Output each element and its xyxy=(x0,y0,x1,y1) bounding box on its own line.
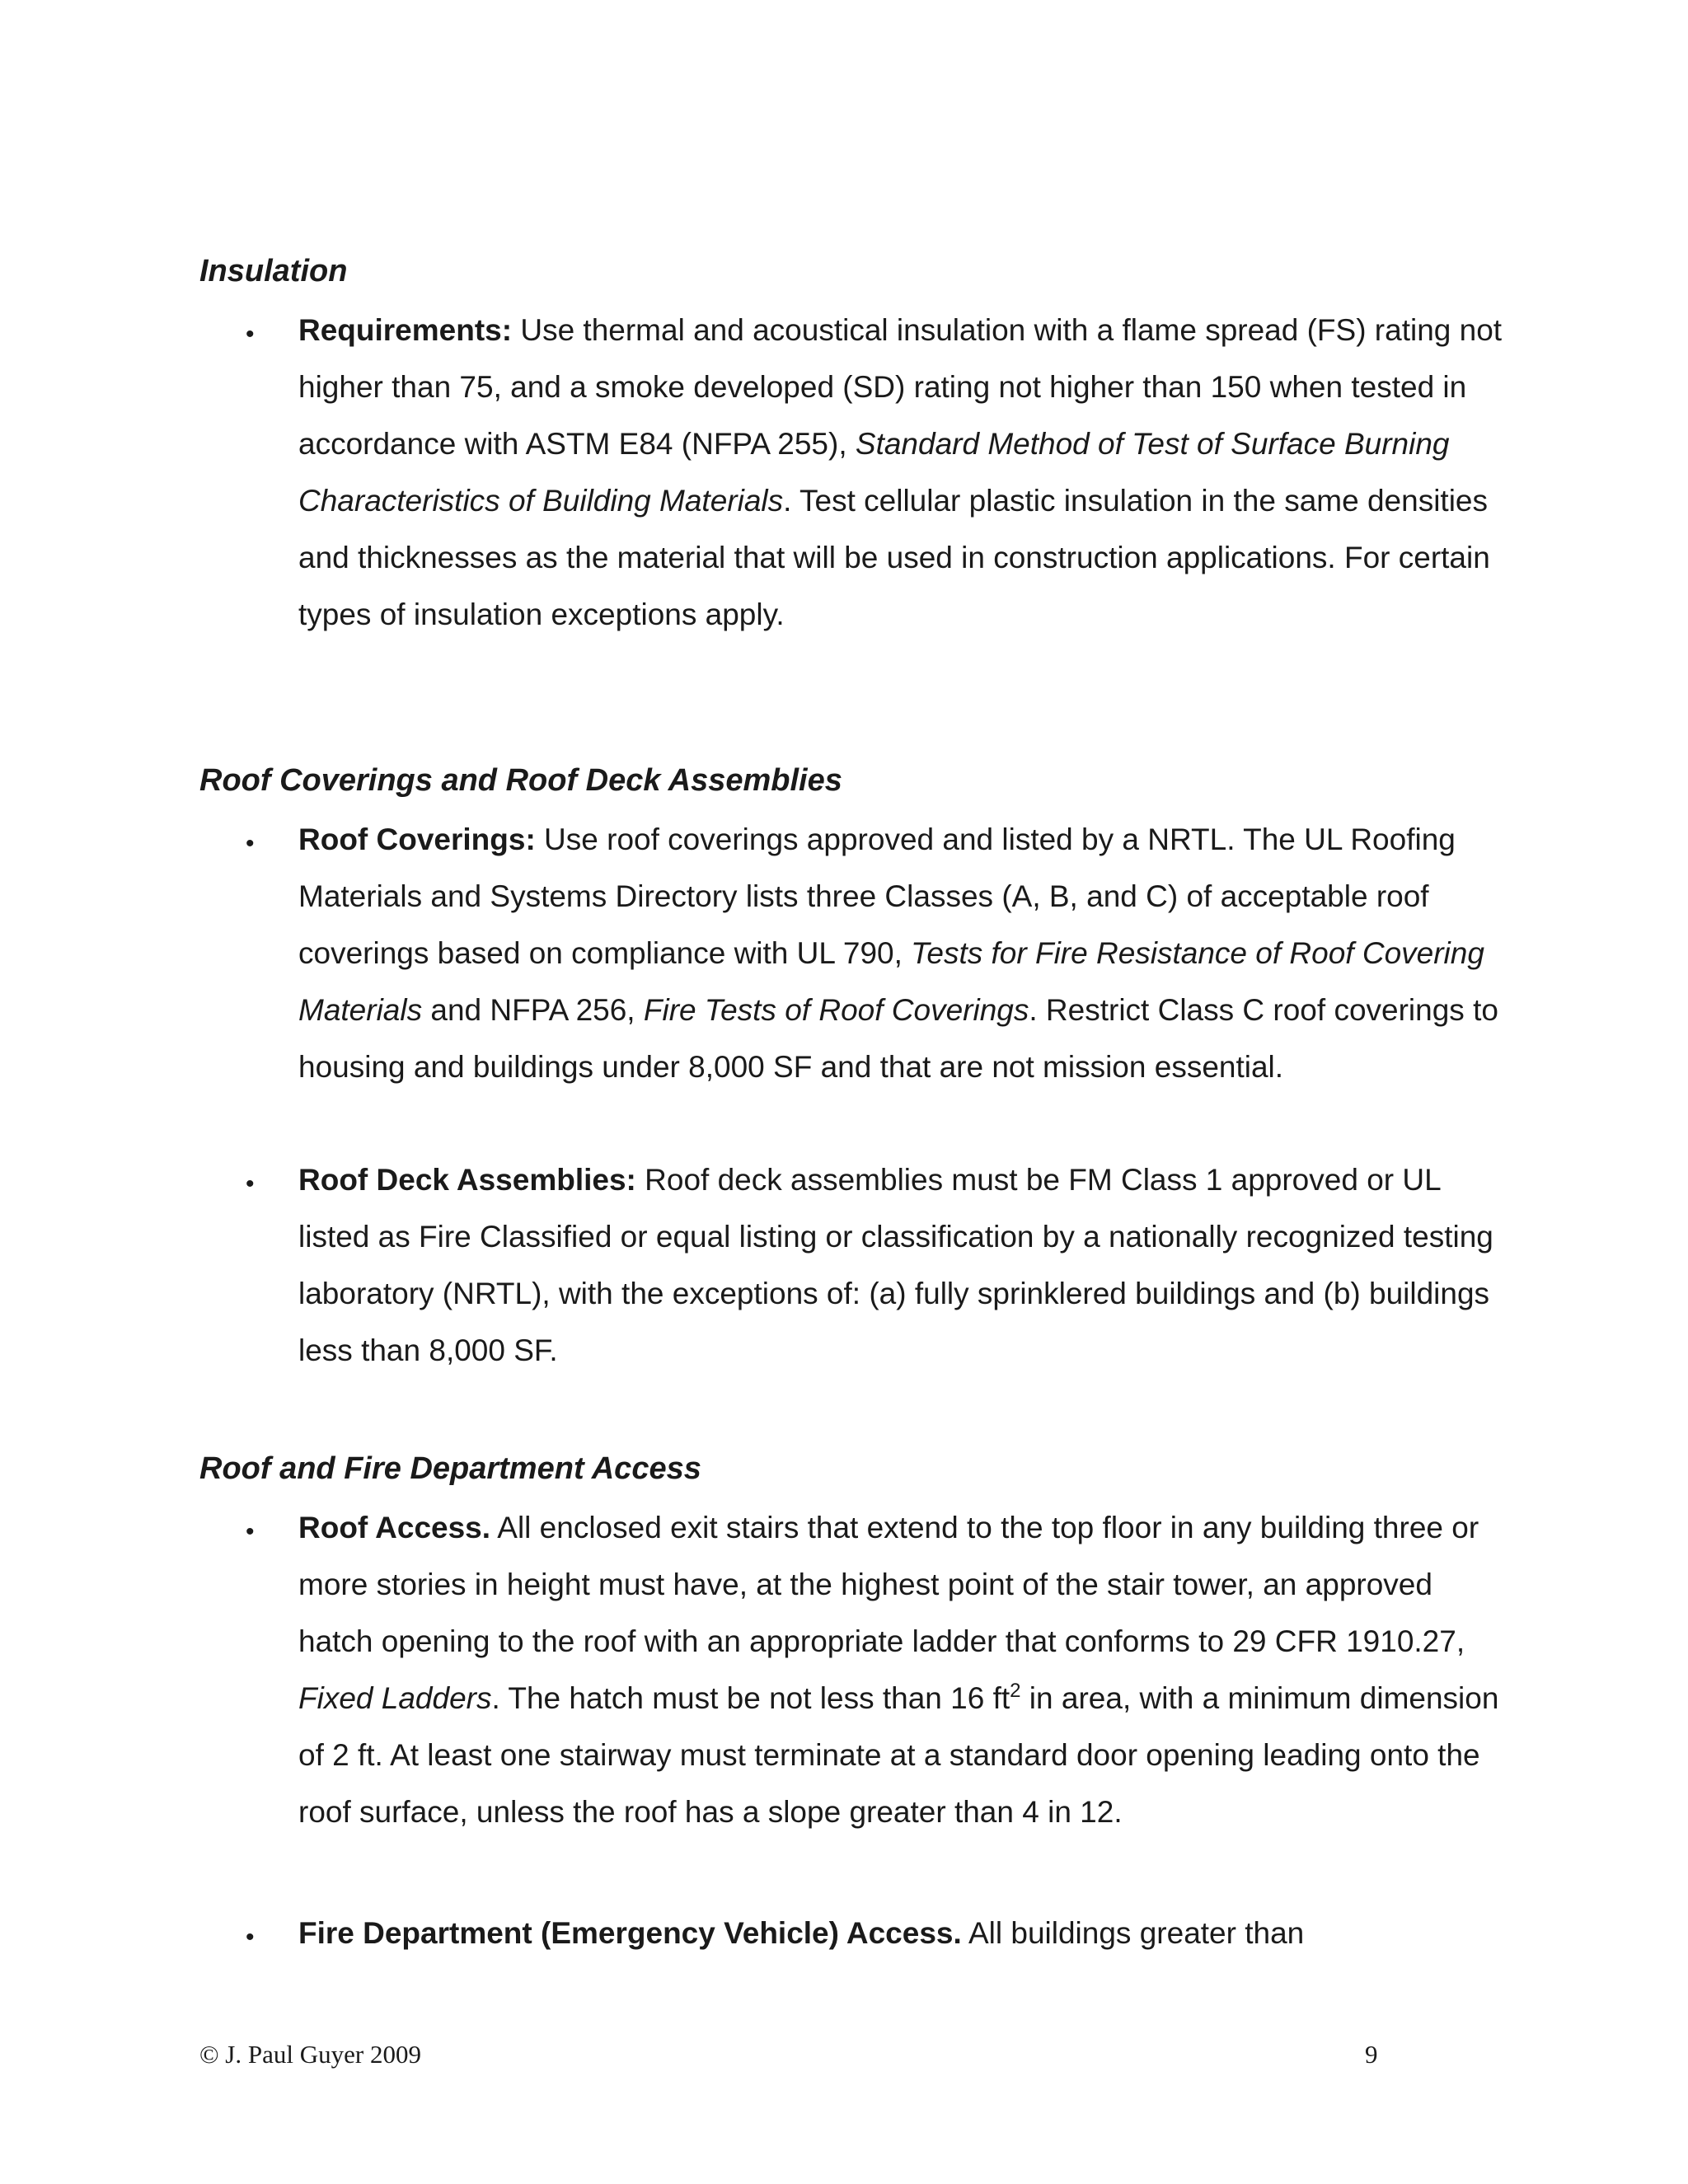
section-heading-insulation: Insulation xyxy=(199,254,348,288)
list-item-requirements: Requirements: Use thermal and acoustical insulation with a flame spread (FS) rating not higher than 75, and a smoke developed (SD) rating not higher than 150 when tested in accordance with ASTM E84 (NFPA 255), Standard Method of Test of Surface Burning Characteristics of Building Materials. Test cellular plastic insulation in the same densities and thicknesses as the material that will be used in construction applications. For certain types of insulation exceptions apply. xyxy=(298,313,1503,631)
item-label: Roof Access. xyxy=(298,1511,491,1544)
bullet-marker: • xyxy=(246,321,255,348)
list-item-roof-coverings: Roof Coverings: Use roof coverings approved and listed by a NRTL. The UL Roofing Materials and Systems Directory lists three Classes (A, B, and C) of acceptable roof coverings based on compliance with UL 790, Tests for Fire Resistance of Roof Covering Materials and NFPA 256, Fire Tests of Roof Coverings. Restrict Class C roof coverings to housing and buildings under 8,000 SF and that are not mission essential. xyxy=(298,823,1498,1084)
item-label: Requirements: xyxy=(298,313,513,347)
list-item-roof-deck-assemblies: Roof Deck Assemblies: Roof deck assemblies must be FM Class 1 approved or UL listed as Fire Classified or equal listing or classification by a nationally recognized testing laboratory (NRTL), with the exceptions of: (a) fully sprinklered buildings and (b) buildings less than 8,000 SF. xyxy=(298,1163,1493,1367)
item-label: Fire Department (Emergency Vehicle) Access. xyxy=(298,1916,962,1950)
bullet-marker: • xyxy=(246,830,255,857)
footer-copyright: © J. Paul Guyer 2009 xyxy=(199,2040,421,2069)
list-item-fire-department-access: Fire Department (Emergency Vehicle) Access. All buildings greater than xyxy=(298,1916,1305,1950)
footer-page-number: 9 xyxy=(1365,2040,1378,2069)
section-heading-roof-coverings: Roof Coverings and Roof Deck Assemblies xyxy=(199,763,842,798)
section-heading-roof-access: Roof and Fire Department Access xyxy=(199,1451,701,1486)
item-label: Roof Coverings: xyxy=(298,823,536,856)
bullet-marker: • xyxy=(246,1518,255,1545)
bullet-marker: • xyxy=(246,1924,255,1951)
bullet-marker: • xyxy=(246,1170,255,1197)
list-item-roof-access: Roof Access. All enclosed exit stairs that extend to the top floor in any building three or more stories in height must have, at the highest point of the stair tower, an approved hatch opening to the roof with an appropriate ladder that conforms to 29 CFR 1910.27, Fixed Ladders. The hatch must be not less than 16 $ft^2$ in area, with a minimum dimension of 2 ft. At least one stairway must terminate at a standard door opening leading onto the roof surface, unless the roof has a slope greater than 4 in 12. xyxy=(298,1511,1499,1829)
item-label: Roof Deck Assemblies: xyxy=(298,1163,636,1197)
